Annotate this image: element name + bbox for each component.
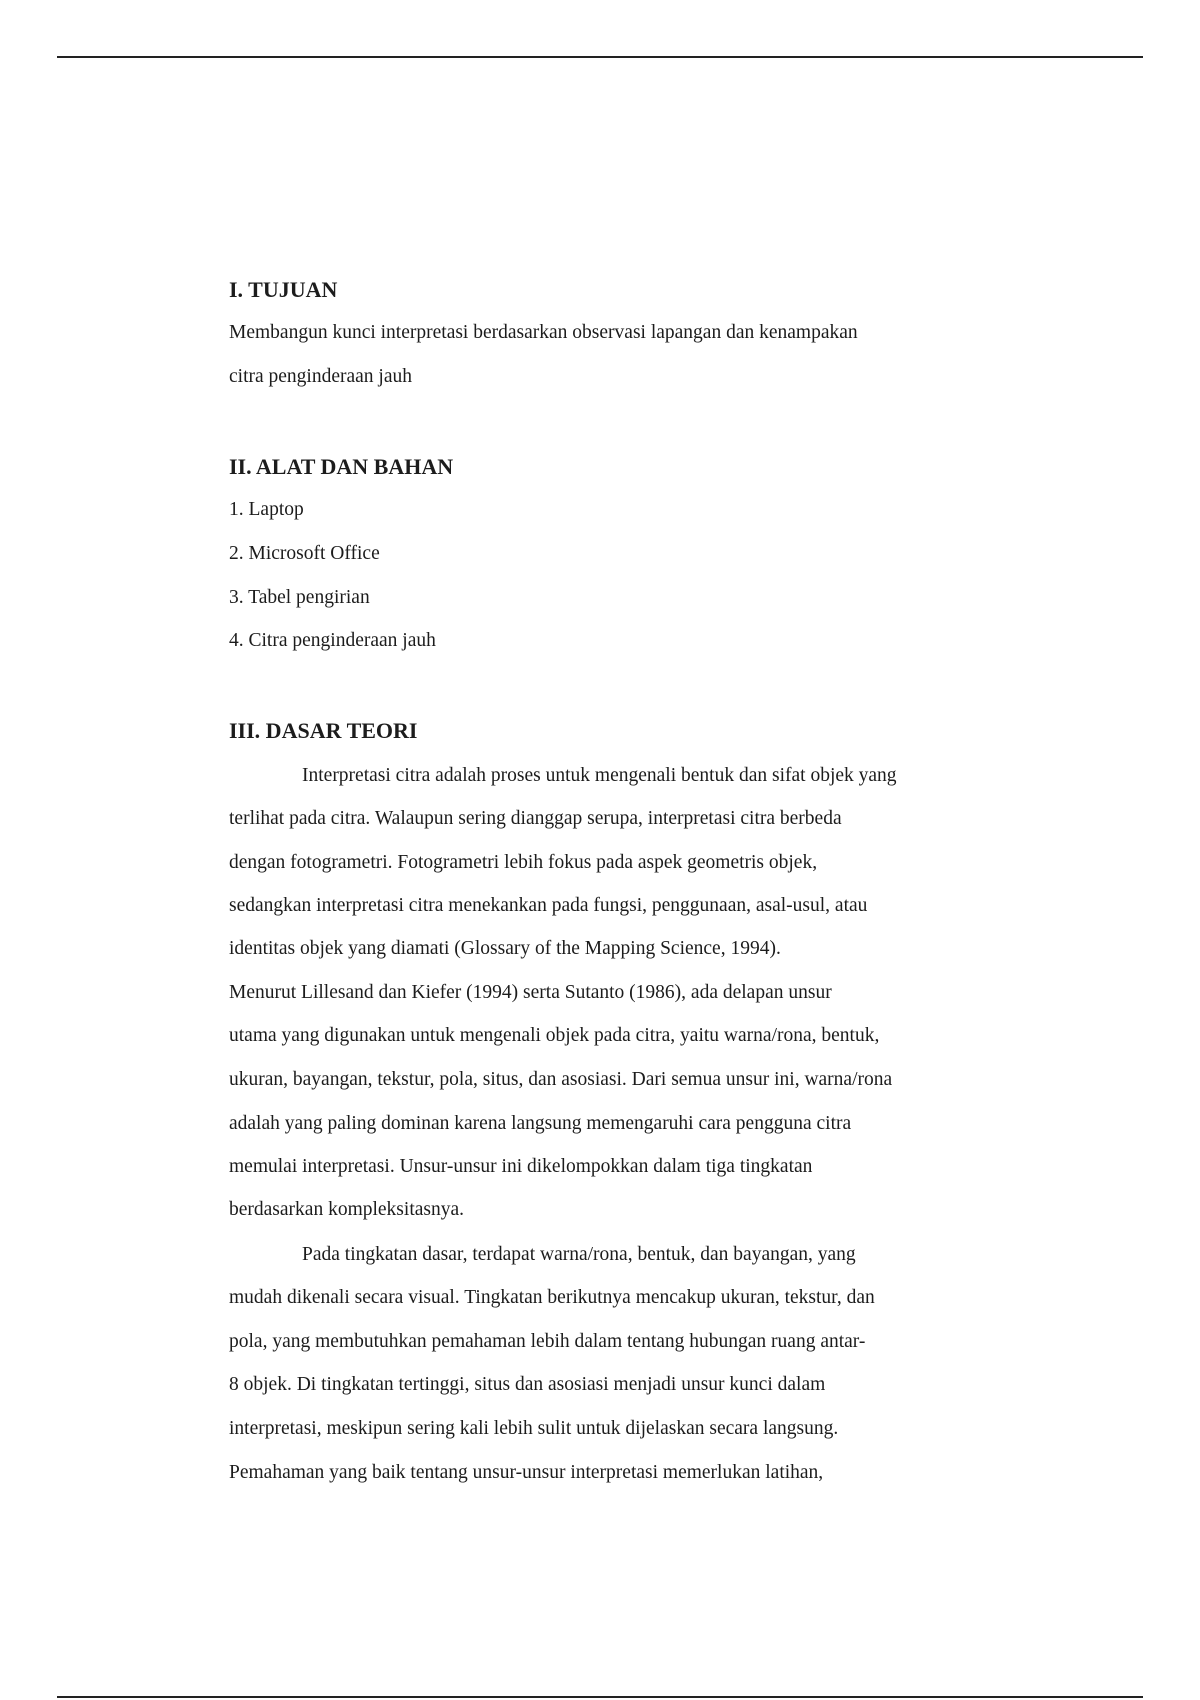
header-rule [57,56,1143,58]
paragraph-line: Interpretasi citra adalah proses untuk mengenali bentuk dan sifat objek yang [302,765,897,786]
paragraph-line: Menurut Lillesand dan Kiefer (1994) serta Sutanto (1986), ada delapan unsur [229,982,832,1003]
paragraph-line: berdasarkan kompleksitasnya. [229,1199,465,1220]
paragraph-line: identitas objek yang diamati (Glossary of the Mapping Science, 1994). [229,938,781,959]
paragraph-line: pola, yang membutuhkan pemahaman lebih dalam tentang hubungan ruang antar- [229,1331,866,1352]
paragraph-line: dengan fotogrametri. Fotogrametri lebih fokus pada aspek geometris objek, [229,852,818,873]
paragraph-line: sedangkan interpretasi citra menekankan pada fungsi, penggunaan, asal-usul, atau [229,895,868,916]
paragraph-line: memulai interpretasi. Unsur-unsur ini dikelompokkan dalam tiga tingkatan [229,1156,813,1177]
paragraph-line: interpretasi, meskipun sering kali lebih sulit untuk dijelaskan secara langsung. [229,1418,839,1439]
paragraph-line: Pada tingkatan dasar, terdapat warna/rona, bentuk, dan bayangan, yang [302,1244,856,1265]
paragraph-line: Pemahaman yang baik tentang unsur-unsur interpretasi memerlukan latihan, [229,1462,824,1483]
paragraph-line: utama yang digunakan untuk mengenali objek pada citra, yaitu warna/rona, bentuk, [229,1025,880,1046]
section-title-dasar-teori: III. DASAR TEORI [229,718,418,743]
paragraph-line: 8 objek. Di tingkatan tertinggi, situs dan asosiasi menjadi unsur kunci dalam [229,1374,826,1395]
footer-rule [57,1696,1143,1698]
list-item: 4. Citra penginderaan jauh [229,630,436,651]
paragraph-line: ukuran, bayangan, tekstur, pola, situs, dan asosiasi. Dari semua unsur ini, warna/rona [229,1069,893,1090]
tujuan-line: Membangun kunci interpretasi berdasarkan observasi lapangan dan kenampakan [229,322,858,343]
section-title-alat-dan-bahan: II. ALAT DAN BAHAN [229,454,454,479]
list-item: 2. Microsoft Office [229,543,380,564]
paragraph-line: mudah dikenali secara visual. Tingkatan berikutnya mencakup ukuran, tekstur, dan [229,1287,875,1308]
paragraph-line: terlihat pada citra. Walaupun sering dianggap serupa, interpretasi citra berbeda [229,808,842,829]
tujuan-line: citra penginderaan jauh [229,366,412,387]
list-item: 3. Tabel pengirian [229,587,370,608]
section-title-tujuan: I. TUJUAN [229,277,338,302]
paragraph-line: adalah yang paling dominan karena langsung memengaruhi cara pengguna citra [229,1113,852,1134]
list-item: 1. Laptop [229,499,304,520]
